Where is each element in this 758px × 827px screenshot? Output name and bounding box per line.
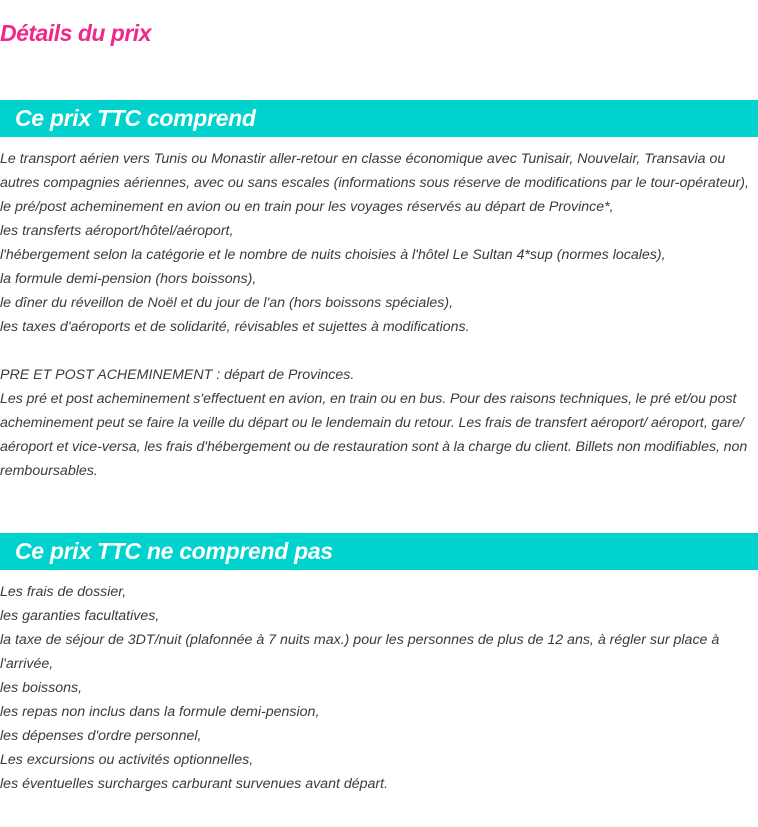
- excludes-item: les repas non inclus dans la formule demi-pension,: [0, 704, 320, 720]
- pre-post-title: PRE ET POST ACHEMINEMENT : départ de Provinces.: [0, 367, 355, 383]
- includes-item: la formule demi-pension (hors boissons),: [0, 271, 257, 287]
- excludes-item: les éventuelles surcharges carburant survenues avant départ.: [0, 776, 389, 792]
- includes-item: le pré/post acheminement en avion ou en train pour les voyages réservés au départ de Province*,: [0, 199, 614, 215]
- includes-item: l'hébergement selon la catégorie et le nombre de nuits choisies à l'hôtel Le Sultan 4*sup (normes locales),: [0, 247, 666, 263]
- excludes-item: la taxe de séjour de 3DT/nuit (plafonnée à 7 nuits max.) pour les personnes de plus de 12 ans, à régler sur place à: [0, 632, 720, 648]
- includes-item: autres compagnies aériennes, avec ou sans escales (informations sous réserve de modifications par le tour-opérateur),: [0, 175, 749, 191]
- includes-list: [0, 147, 758, 483]
- excludes-item: les boissons,: [0, 680, 83, 696]
- excludes-item: les dépenses d'ordre personnel,: [0, 728, 202, 744]
- excludes-list: [0, 580, 758, 796]
- includes-item: le dîner du réveillon de Noël et du jour de l'an (hors boissons spéciales),: [0, 295, 454, 311]
- includes-item: Le transport aérien vers Tunis ou Monastir aller-retour en classe économique avec Tunisair, Nouvelair, Transavia ou: [0, 151, 726, 167]
- includes-item: les transferts aéroport/hôtel/aéroport,: [0, 223, 234, 239]
- includes-item: les taxes d'aéroports et de solidarité, révisables et sujettes à modifications.: [0, 319, 470, 335]
- excludes-item: Les frais de dossier,: [0, 584, 127, 600]
- page-title: Détails du prix: [0, 20, 151, 46]
- excludes-heading: Ce prix TTC ne comprend pas: [0, 533, 758, 570]
- excludes-item: Les excursions ou activités optionnelles,: [0, 752, 254, 768]
- includes-heading: Ce prix TTC comprend: [0, 100, 758, 137]
- spacer: [0, 339, 758, 363]
- excludes-item: les garanties facultatives,: [0, 608, 160, 624]
- excludes-item: l'arrivée,: [0, 656, 54, 672]
- pre-post-text: Les pré et post acheminement s'effectuent en avion, en train ou en bus. Pour des raisons techniques, le pré et/ou post acheminement peut se faire la veille du départ ou le lendemain du retour. Les frais de transfert aéroport/ aéroport, gare/ aéroport et vice-versa, les frais d'hébergement ou de restauration sont à la charge du client. Billets non modifiables, non remboursables.: [0, 391, 748, 479]
